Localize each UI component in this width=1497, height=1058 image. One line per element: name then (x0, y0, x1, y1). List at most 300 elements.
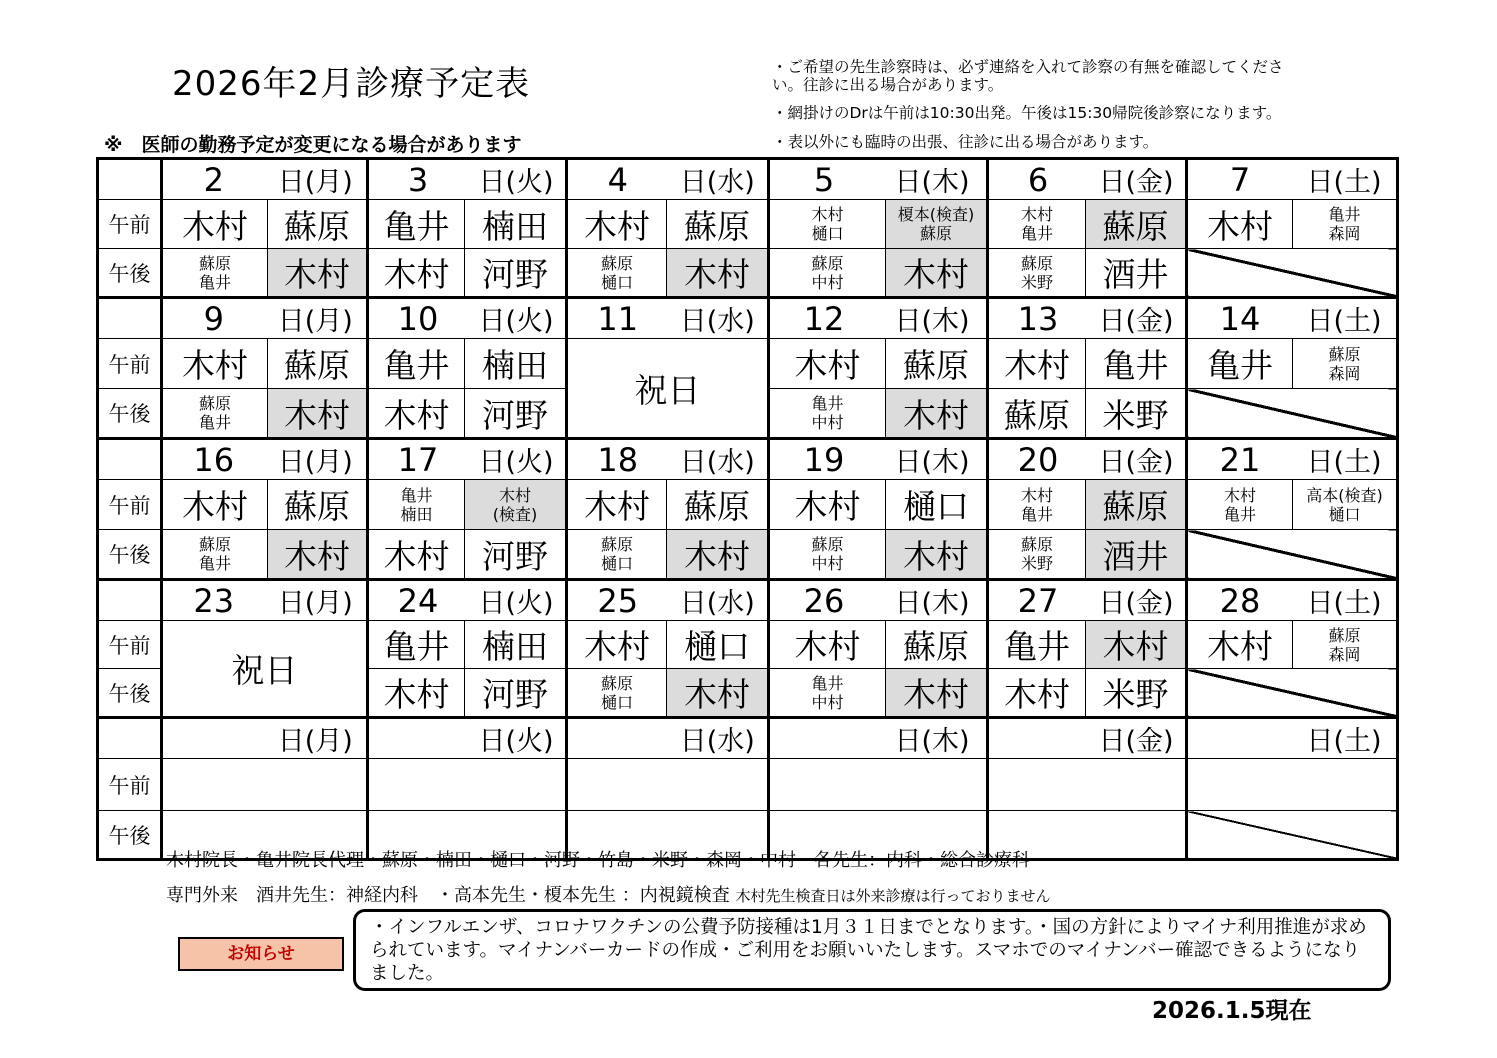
doctor-cell (162, 249, 268, 298)
doctor-cell (465, 669, 567, 718)
doctor-cell (162, 480, 268, 530)
doctor-name: 蘇原 (1020, 253, 1053, 273)
date-cell (567, 298, 769, 339)
doctor-cell (268, 530, 368, 580)
doctor-cell (769, 339, 886, 389)
doctor-name: 亀井 (1020, 504, 1053, 524)
doctor-cell (886, 621, 988, 669)
doctor-cell (1086, 530, 1187, 580)
doctor-cell (1086, 200, 1187, 249)
doctor-name: 酒井 (1102, 536, 1169, 576)
date-cell (988, 159, 1187, 200)
doctor-cell (368, 249, 465, 298)
closed-cell (1187, 669, 1398, 718)
doctor-cell (988, 339, 1086, 389)
date-cell (1187, 298, 1398, 339)
doctor-name: 木村 (903, 536, 969, 576)
afternoon-label: 午後 (98, 811, 162, 860)
doctor-name: 楠田 (482, 346, 548, 385)
doctor-cell (465, 200, 567, 249)
date-cell (769, 580, 988, 621)
date-number: 3 (407, 161, 429, 199)
doctor-name: 木村 (903, 255, 969, 294)
top-note-contact (772, 58, 1284, 94)
doctor-name: 河野 (482, 536, 548, 576)
weekday-label: 日(土) (1306, 167, 1382, 198)
doctor-cell (567, 200, 667, 249)
date-cell (368, 439, 567, 480)
doctor-name: 木村 (1102, 627, 1169, 666)
doctor-cell (368, 389, 465, 439)
holiday-label: 祝日 (231, 651, 298, 690)
doctor-cell (368, 530, 465, 580)
doctor-cell (1187, 200, 1293, 249)
doctor-name: 亀井 (1328, 205, 1361, 224)
doctor-cell (465, 389, 567, 439)
doctor-name: 蘇原 (1020, 535, 1053, 554)
top-note-contact-line2: い。往診に出る場合があります。 (772, 76, 1004, 94)
weekday-label: 日(火) (478, 306, 554, 337)
date-number: 28 (1219, 582, 1261, 620)
doctor-name: 亀井 (811, 394, 844, 413)
doctor-name: 木村 (284, 395, 350, 435)
doctor-cell (162, 339, 268, 389)
doctor-names-small (770, 394, 885, 432)
weekday-label: 日(土) (1306, 306, 1382, 337)
doctor-name: 木村 (498, 485, 531, 505)
doctor-cell (886, 530, 988, 580)
date-cell (1187, 580, 1398, 621)
doctor-names-small (163, 535, 267, 573)
date-number: 17 (397, 441, 439, 479)
doctor-name: 蘇原 (198, 253, 231, 273)
afternoon-label: 午後 (98, 669, 162, 718)
doctor-list: 木村院長・亀井院長代理・蘇原・楠田・樋口・河野・竹島・米野・森岡・中村 各先生：内科・総合診療科 (166, 850, 1030, 871)
date-number: 2 (203, 161, 224, 199)
doctor-name: 木村 (383, 675, 450, 714)
weekday-label: 日(木) (894, 447, 970, 478)
doctor-name: 中村 (811, 692, 844, 712)
weekday-label: 日(水) (679, 167, 755, 198)
doctor-cell (886, 389, 988, 439)
doctor-cell (988, 669, 1086, 718)
doctor-name: 亀井 (198, 272, 231, 292)
doctor-name: 蘇原 (198, 535, 231, 554)
doctor-name: 亀井 (383, 627, 450, 666)
weekday-label: 日(土) (1306, 447, 1382, 478)
as-of-date: 2026.1.5現在 (1152, 998, 1312, 1024)
date-number: 9 (203, 300, 224, 338)
date-number: 12 (803, 300, 845, 338)
doctor-cell (769, 389, 886, 439)
doctor-cell (567, 530, 667, 580)
date-cell (988, 439, 1187, 480)
doctor-names-small (163, 394, 267, 432)
afternoon-label: 午後 (98, 530, 162, 580)
doctor-names-small (770, 535, 885, 573)
doctor-name: 樋口 (684, 627, 750, 666)
kimura-exam-note: 木村先生検査日は外来診療は行っておりません (735, 887, 1051, 905)
date-cell (567, 580, 769, 621)
closed-cell (1187, 811, 1398, 860)
doctor-names-small (1293, 626, 1396, 664)
doctor-name: 蘇原 (903, 346, 969, 385)
empty-cell (1187, 759, 1398, 811)
doctor-name: 木村 (794, 346, 861, 385)
doctor-names-small (1293, 345, 1396, 383)
specialist-line (166, 881, 1050, 907)
doctor-names-small (465, 486, 565, 524)
date-cell (567, 159, 769, 200)
doctor-names-small (163, 254, 267, 292)
date-cell (368, 718, 567, 759)
doctor-name: 河野 (482, 255, 548, 294)
doctor-name: 蘇原 (1004, 395, 1070, 435)
doctor-name: 高本(検査) (1306, 485, 1383, 505)
doctor-name: 亀井 (383, 346, 450, 385)
doctor-names-small (989, 254, 1085, 292)
doctor-name: 米野 (1102, 395, 1169, 435)
doctor-name: (検査) (492, 504, 538, 524)
doctor-name: 亀井 (400, 485, 433, 505)
morning-label: 午前 (98, 759, 162, 811)
doctor-name: 酒井 (1102, 255, 1169, 294)
holiday-cell (567, 339, 769, 439)
doctor-names-small (770, 205, 885, 243)
doctor-cell (988, 389, 1086, 439)
doctor-name: 蘇原 (684, 487, 750, 526)
doctor-cell (1086, 389, 1187, 439)
weekday-label: 日(火) (478, 588, 554, 619)
doctor-name: 蘇原 (284, 346, 350, 385)
date-number: 4 (607, 161, 628, 199)
doctor-cell (1187, 480, 1293, 530)
date-number: 7 (1229, 161, 1251, 199)
doctor-cell (368, 339, 465, 389)
date-cell (769, 718, 988, 759)
weekday-label: 日(木) (894, 726, 970, 757)
date-number: 20 (1017, 441, 1059, 479)
doctor-names-small (886, 205, 986, 243)
doctor-name: 樋口 (600, 272, 633, 292)
doctor-name: 森岡 (1328, 644, 1361, 664)
doctor-cell (465, 530, 567, 580)
doctor-name: 中村 (811, 554, 844, 573)
date-row-label (98, 159, 162, 200)
doctor-cell (567, 669, 667, 718)
doctor-name: 木村 (811, 205, 844, 224)
doctor-cell (769, 530, 886, 580)
doctor-cell (1086, 669, 1187, 718)
date-cell (988, 718, 1187, 759)
doctor-name: 蘇原 (811, 535, 844, 554)
doctor-name: 楠田 (400, 504, 433, 524)
date-number: 26 (803, 582, 845, 620)
doctor-name: 中村 (811, 413, 844, 432)
doctor-name: 樋口 (903, 487, 969, 526)
doctor-cell (1293, 621, 1398, 669)
top-note-contact-line1: ・ご希望の先生診察時は、必ず連絡を入れて診察の有無を確認してくださ (772, 58, 1284, 76)
doctor-names-small (989, 205, 1085, 243)
doctor-name: 蘇原 (284, 487, 350, 526)
doctor-names-small (369, 486, 464, 524)
weekday-label: 日(金) (1098, 306, 1174, 337)
doctor-names-small (1293, 205, 1396, 243)
closed-cell (1187, 389, 1398, 439)
weekday-label: 日(土) (1306, 588, 1382, 619)
weekday-label: 日(木) (894, 306, 970, 337)
page-title: 2026年2月診療予定表 (172, 64, 531, 104)
date-cell (567, 439, 769, 480)
doctor-name: 木村 (284, 255, 350, 294)
morning-label: 午前 (98, 339, 162, 389)
doctor-name: 木村 (182, 487, 248, 526)
doctor-cell (465, 480, 567, 530)
doctor-name: 木村 (284, 536, 350, 576)
doctor-name: 蘇原 (1102, 487, 1169, 526)
doctor-name: 蘇原 (1328, 625, 1361, 645)
doctor-name: 木村 (794, 487, 861, 526)
doctor-cell (368, 200, 465, 249)
empty-cell (162, 759, 368, 811)
top-note-trips: ・表以外にも臨時の出張、往診に出る場合があります。 (772, 133, 1159, 151)
date-row-label (98, 439, 162, 480)
top-note-shading: ・網掛けのDrは午前は10:30出発。午後は15:30帰院後診察になります。 (772, 104, 1282, 122)
doctor-cell (667, 621, 769, 669)
morning-label: 午前 (98, 480, 162, 530)
doctor-cell (567, 249, 667, 298)
doctor-name: 木村 (684, 675, 750, 714)
doctor-name: 楠田 (482, 206, 548, 246)
doctor-names-small (568, 674, 666, 712)
doctor-name: 楠田 (482, 627, 548, 666)
weekday-label: 日(月) (277, 306, 353, 337)
date-number: 19 (803, 441, 845, 479)
doctor-cell (886, 249, 988, 298)
date-number: 21 (1219, 441, 1261, 479)
doctor-cell (667, 249, 769, 298)
doctor-name: 蘇原 (684, 206, 750, 246)
doctor-name: 木村 (903, 395, 969, 435)
doctor-name: 木村 (903, 675, 969, 714)
doctor-cell (667, 530, 769, 580)
doctor-name: 蘇原 (600, 673, 633, 693)
doctor-name: 米野 (1102, 675, 1169, 714)
doctor-cell (567, 621, 667, 669)
doctor-name: 蘇原 (919, 224, 952, 243)
date-cell (368, 298, 567, 339)
doctor-name: 米野 (1020, 554, 1053, 573)
doctor-name: 中村 (811, 272, 844, 292)
date-number: 16 (193, 441, 235, 479)
doctor-name: 木村 (684, 536, 750, 576)
doctor-name: 蘇原 (811, 253, 844, 273)
doctor-names-small (770, 674, 885, 712)
doctor-names-small (1188, 486, 1292, 524)
date-number: 27 (1017, 582, 1059, 620)
closed-cell (1187, 530, 1398, 580)
doctor-cell (567, 480, 667, 530)
doctor-cell (1293, 480, 1398, 530)
doctor-name: 亀井 (1004, 627, 1070, 666)
date-number: 11 (597, 300, 639, 338)
weekday-label: 日(水) (679, 726, 755, 757)
doctor-cell (667, 480, 769, 530)
doctor-name: 亀井 (1102, 346, 1169, 385)
weekday-label: 日(火) (478, 447, 554, 478)
date-cell (368, 159, 567, 200)
doctor-name: 蘇原 (903, 627, 969, 666)
doctor-cell (1086, 480, 1187, 530)
date-cell (162, 580, 368, 621)
doctor-cell (368, 669, 465, 718)
doctor-cell (162, 530, 268, 580)
doctor-cell (1293, 200, 1398, 249)
doctor-cell (465, 621, 567, 669)
doctor-cell (886, 200, 988, 249)
doctor-name: 木村 (584, 627, 650, 666)
date-number: 13 (1017, 300, 1059, 338)
morning-label: 午前 (98, 621, 162, 669)
doctor-cell (1086, 249, 1187, 298)
doctor-cell (1187, 339, 1293, 389)
date-cell (1187, 159, 1398, 200)
doctor-cell (769, 669, 886, 718)
date-row-label (98, 718, 162, 759)
doctor-cell (886, 480, 988, 530)
doctor-cell (1086, 339, 1187, 389)
doctor-name: 木村 (1004, 675, 1070, 714)
doctor-cell (368, 621, 465, 669)
weekday-label: 日(金) (1098, 726, 1174, 757)
doctor-name: 米野 (1020, 272, 1053, 292)
date-number: 18 (597, 441, 639, 479)
date-cell (162, 718, 368, 759)
morning-label: 午前 (98, 200, 162, 249)
date-cell (162, 439, 368, 480)
weekday-label: 日(月) (277, 726, 353, 757)
doctor-name: 亀井 (1020, 224, 1053, 243)
date-row-label (98, 580, 162, 621)
notice-box: ・インフルエンザ、コロナワクチンの公費予防接種は1月３１日までとなります。・国の方針によりマイナ利用推進が求められています。マイナンバーカードの作成・ご利用をお願いいたします。スマホでのマイナンバー確認できるようになりました。 (353, 909, 1391, 991)
doctor-cell (769, 200, 886, 249)
doctor-name: 蘇原 (600, 535, 633, 554)
doctor-names-small (1293, 486, 1396, 524)
doctor-name: 河野 (482, 395, 548, 435)
date-cell (769, 159, 988, 200)
weekday-label: 日(木) (894, 588, 970, 619)
doctor-cell (162, 200, 268, 249)
date-cell (162, 298, 368, 339)
weekday-label: 日(金) (1098, 588, 1174, 619)
weekday-label: 日(金) (1098, 167, 1174, 198)
doctor-cell (988, 200, 1086, 249)
doctor-cell (465, 339, 567, 389)
schedule-change-note: ※ 医師の勤務予定が変更になる場合があります (104, 134, 522, 156)
doctor-cell (1293, 339, 1398, 389)
doctor-cell (1086, 621, 1187, 669)
doctor-cell (268, 480, 368, 530)
holiday-label: 祝日 (634, 370, 701, 410)
empty-cell (769, 759, 988, 811)
doctor-name: 蘇原 (1102, 206, 1169, 246)
doctor-name: 蘇原 (284, 206, 350, 246)
doctor-name: 亀井 (198, 413, 231, 432)
date-number: 24 (397, 582, 439, 620)
weekday-label: 日(月) (277, 588, 353, 619)
doctor-cell (268, 249, 368, 298)
date-cell (988, 580, 1187, 621)
weekday-label: 日(木) (894, 167, 970, 198)
date-cell (162, 159, 368, 200)
doctor-name: 亀井 (1223, 504, 1256, 524)
date-number: 14 (1219, 300, 1261, 338)
empty-cell (988, 759, 1187, 811)
doctor-name: 木村 (1020, 205, 1053, 224)
doctor-name: 木村 (584, 206, 650, 246)
empty-cell (368, 759, 567, 811)
doctor-cell (988, 480, 1086, 530)
schedule-table (96, 157, 1399, 861)
doctor-names-small (770, 254, 885, 292)
doctor-cell (988, 530, 1086, 580)
doctor-cell (667, 200, 769, 249)
doctor-name: 蘇原 (198, 394, 231, 413)
date-row-label (98, 298, 162, 339)
doctor-cell (988, 249, 1086, 298)
date-cell (1187, 718, 1398, 759)
afternoon-label: 午後 (98, 249, 162, 298)
doctor-cell (465, 249, 567, 298)
doctor-cell (268, 339, 368, 389)
doctor-name: 蘇原 (1328, 344, 1361, 364)
weekday-label: 日(月) (277, 447, 353, 478)
doctor-name: 木村 (1004, 346, 1070, 385)
doctor-name: 木村 (1207, 206, 1273, 246)
notice-button[interactable]: お知らせ (178, 937, 344, 971)
date-number: 10 (397, 300, 439, 338)
doctor-name: 樋口 (811, 224, 844, 243)
date-number: 5 (813, 161, 835, 199)
doctor-name: 木村 (584, 487, 650, 526)
doctor-name: 樋口 (600, 554, 633, 573)
doctor-names-small (568, 254, 666, 292)
weekday-label: 日(水) (679, 588, 755, 619)
doctor-cell (667, 669, 769, 718)
doctor-cell (988, 621, 1086, 669)
doctor-name: 樋口 (600, 692, 633, 712)
doctor-name: 榎本(検査) (897, 205, 975, 224)
weekday-label: 日(金) (1098, 447, 1174, 478)
weekday-label: 日(水) (679, 447, 755, 478)
doctor-name: 木村 (383, 395, 450, 435)
doctor-name: 樋口 (1328, 504, 1361, 524)
closed-cell (1187, 249, 1398, 298)
doctor-cell (769, 621, 886, 669)
doctor-names-small (989, 486, 1085, 524)
doctor-cell (368, 480, 465, 530)
date-cell (1187, 439, 1398, 480)
doctor-name: 蘇原 (600, 253, 633, 273)
weekday-label: 日(火) (478, 726, 554, 757)
holiday-cell (162, 621, 368, 718)
doctor-name: 亀井 (811, 673, 844, 693)
date-cell (769, 298, 988, 339)
doctor-name: 木村 (1020, 485, 1053, 505)
date-number: 25 (597, 582, 639, 620)
doctor-name: 亀井 (198, 554, 231, 573)
date-cell (769, 439, 988, 480)
